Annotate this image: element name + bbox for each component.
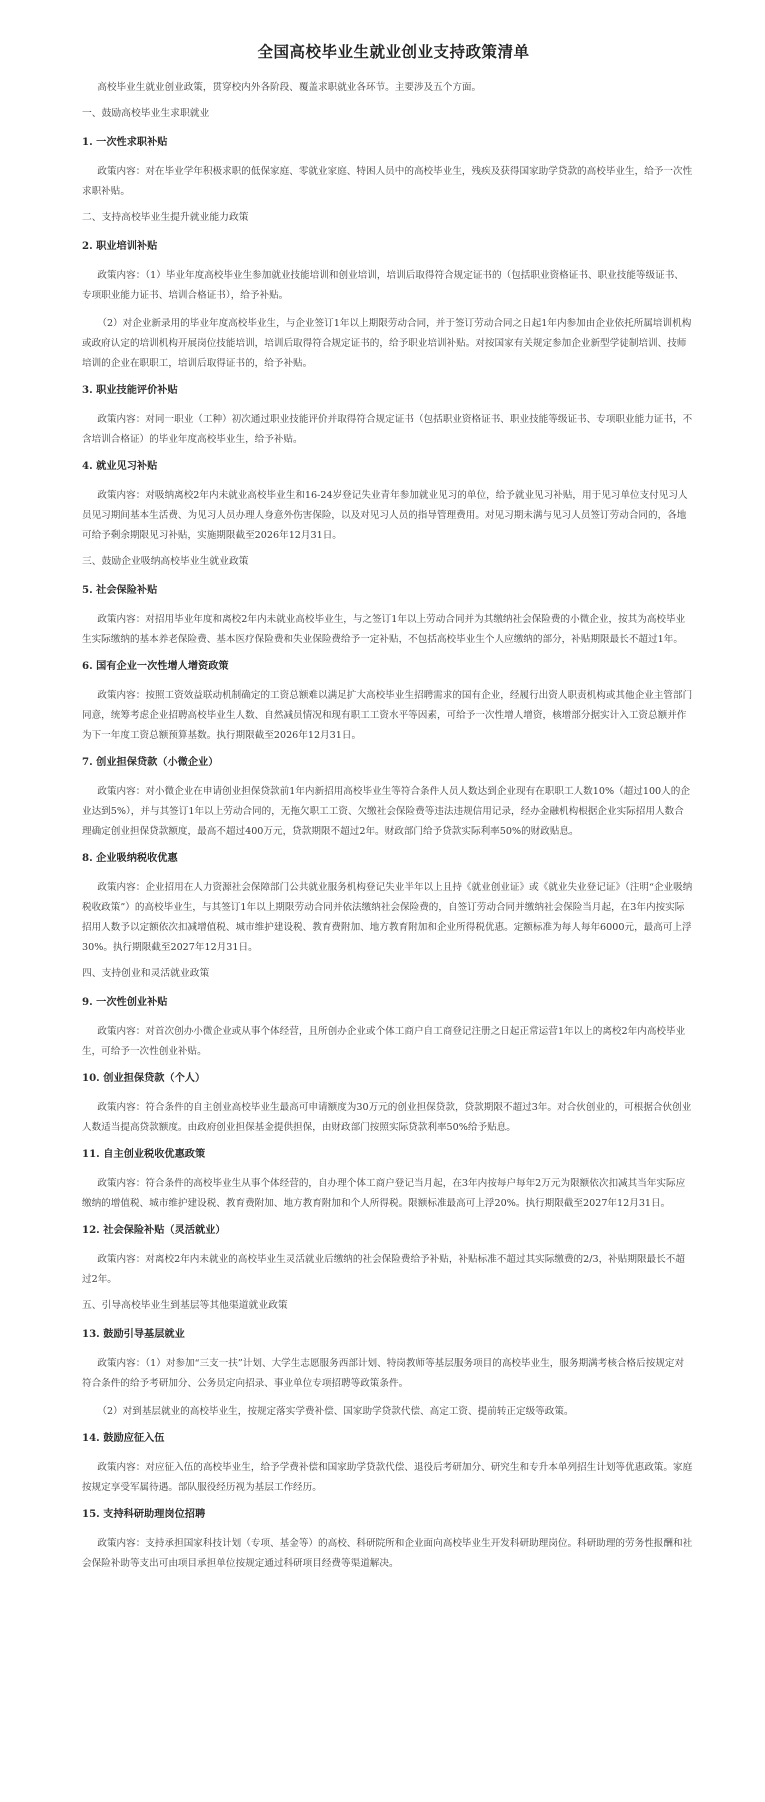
section-heading-5: 五、引导高校毕业生到基层等其他渠道就业政策 — [82, 1300, 288, 1311]
item-title-6: 6. 国有企业一次性增人增资政策 — [82, 660, 229, 672]
item-5-paragraph-1: 政策内容：对招用毕业年度和离校2年内未就业高校毕业生，与之签订1年以上劳动合同并为其缴纳社会保险费的小微企业，按其为高校毕业生实际缴纳的基本养老保险费、基本医疗保险费和失业保险费给予一定补贴，不包括高校毕业生个人应缴纳的部分，补贴期限最长不超过1年。 — [82, 614, 686, 645]
item-2-paragraph-1: 政策内容：（1）毕业年度高校毕业生参加就业技能培训和创业培训，培训后取得符合规定证书的（包括职业资格证书、职业技能等级证书、专项职业能力证书、培训合格证书），给予补贴。 — [82, 270, 684, 301]
item-8-paragraph-1: 政策内容：企业招用在人力资源社会保障部门公共就业服务机构登记失业半年以上且持《就业创业证》或《就业失业登记证》（注明“企业吸纳税收政策”）的高校毕业生，与其签订1年以上期限劳动合同并依法缴纳社会保险费的，自签订劳动合同并缴纳社会保险当月起，在3年内按实际招用人数予以定额依次扣减增值税、城市维护建设税、教育费附加、地方教育附加和企业所得税优惠。定额标准为每人每年6000元，最高可上浮30%。执行期限截至2027年12月31日。 — [82, 882, 693, 953]
item-15-paragraph-1: 政策内容：支持承担国家科技计划（专项、基金等）的高校、科研院所和企业面向高校毕业生开发科研助理岗位。科研助理的劳务性报酬和社会保险补助等支出可由项目承担单位按规定通过科研项目经费等渠道解决。 — [82, 1538, 693, 1569]
item-title-13: 13. 鼓励引导基层就业 — [82, 1328, 185, 1340]
item-7-paragraph-1: 政策内容：对小微企业在申请创业担保贷款前1年内新招用高校毕业生等符合条件人员人数达到企业现有在职职工人数10%（超过100人的企业达到5%），并与其签订1年以上劳动合同的，无拖欠职工工资、欠缴社会保险费等违法违规信用记录，经办金融机构根据企业实际招用人数合理确定创业担保贷款额度，最高不超过400万元，贷款期限不超过2年。财政部门给予贷款实际利率50%的财政贴息。 — [82, 786, 690, 837]
item-10-paragraph-1: 政策内容：符合条件的自主创业高校毕业生最高可申请额度为30万元的创业担保贷款，贷款期限不超过3年。对合伙创业的，可根据合伙创业人数适当提高贷款额度。由政府创业担保基金提供担保，由财政部门按照实际贷款利率50%给予贴息。 — [82, 1102, 692, 1133]
item-title-2: 2. 职业培训补贴 — [82, 240, 158, 252]
item-title-1: 1. 一次性求职补贴 — [82, 136, 168, 148]
item-2-paragraph-2: （2）对企业新录用的毕业年度高校毕业生，与企业签订1年以上期限劳动合同，并于签订劳动合同之日起1年内参加由企业依托所属培训机构或政府认定的培训机构开展岗位技能培训，培训后取得符合规定证书的，给予职业培训补贴。对按国家有关规定参加企业新型学徒制培训、技师培训的企业在职职工，培训后取得证书的，给予补贴。 — [82, 318, 692, 369]
item-9-paragraph-1: 政策内容：对首次创办小微企业或从事个体经营，且所创办企业或个体工商户自工商登记注册之日起正常运营1年以上的离校2年内高校毕业生，可给予一次性创业补贴。 — [82, 1026, 686, 1057]
item-title-9: 9. 一次性创业补贴 — [82, 996, 168, 1008]
item-title-7: 7. 创业担保贷款（小微企业） — [82, 756, 219, 768]
section-heading-2: 二、支持高校毕业生提升就业能力政策 — [82, 212, 249, 223]
item-title-12: 12. 社会保险补贴（灵活就业） — [82, 1224, 226, 1236]
item-13-paragraph-2: （2）对到基层就业的高校毕业生，按规定落实学费补偿、国家助学贷款代偿、高定工资、提前转正定级等政策。 — [97, 1406, 574, 1417]
item-6-paragraph-1: 政策内容：按照工资效益联动机制确定的工资总额难以满足扩大高校毕业生招聘需求的国有企业，经履行出资人职责机构或其他企业主管部门同意，统筹考虑企业招聘高校毕业生人数、自然减员情况和现有职工工资水平等因素，可给予一次性增人增资，核增部分据实计入工资总额并作为下一年度工资总额预算基数。执行期限截至2026年12月31日。 — [82, 690, 693, 741]
section-heading-4: 四、支持创业和灵活就业政策 — [82, 968, 210, 979]
item-14-paragraph-1: 政策内容：对应征入伍的高校毕业生，给予学费补偿和国家助学贷款代偿、退役后考研加分、研究生和专升本单列招生计划等优惠政策。家庭按规定享受军属待遇。部队服役经历视为基层工作经历。 — [82, 1462, 693, 1493]
item-title-15: 15. 支持科研助理岗位招聘 — [82, 1508, 206, 1520]
item-13-paragraph-1: 政策内容：（1）对参加“三支一扶”计划、大学生志愿服务西部计划、特岗教师等基层服务项目的高校毕业生，服务期满考核合格后按规定对符合条件的给予考研加分、公务员定向招录、事业单位专项招聘等政策条件。 — [82, 1358, 685, 1389]
item-4-paragraph-1: 政策内容：对吸纳离校2年内未就业高校毕业生和16-24岁登记失业青年参加就业见习的单位，给予就业见习补贴，用于见习单位支付见习人员见习期间基本生活费、为见习人员办理人身意外伤害保险，以及对见习人员的指导管理费用。对见习期未满与见习人员签订劳动合同的，各地可给予剩余期限见习补贴，实施期限截至2026年12月31日。 — [82, 490, 688, 541]
intro-paragraph: 高校毕业生就业创业政策，贯穿校内外各阶段、覆盖求职就业各环节。主要涉及五个方面。 — [97, 82, 482, 93]
section-heading-1: 一、鼓励高校毕业生求职就业 — [82, 108, 210, 119]
item-title-4: 4. 就业见习补贴 — [82, 460, 158, 472]
item-title-10: 10. 创业担保贷款（个人） — [82, 1072, 206, 1084]
document-title: 全国高校毕业生就业创业支持政策清单 — [257, 42, 530, 61]
section-heading-3: 三、鼓励企业吸纳高校毕业生就业政策 — [82, 556, 249, 567]
item-1-paragraph-1: 政策内容：对在毕业学年积极求职的低保家庭、零就业家庭、特困人员中的高校毕业生，残疾及获得国家助学贷款的高校毕业生，给予一次性求职补贴。 — [82, 166, 693, 197]
item-title-5: 5. 社会保险补贴 — [82, 584, 158, 596]
item-12-paragraph-1: 政策内容：对离校2年内未就业的高校毕业生灵活就业后缴纳的社会保险费给予补贴，补贴标准不超过其实际缴费的2/3，补贴期限最长不超过2年。 — [82, 1254, 685, 1285]
item-11-paragraph-1: 政策内容：符合条件的高校毕业生从事个体经营的，自办理个体工商户登记当月起，在3年内按每户每年2万元为限额依次扣减其当年实际应缴纳的增值税、城市维护建设税、教育费附加、地方教育附加和个人所得税。限额标准最高可上浮20%。执行期限截至2027年12月31日。 — [82, 1178, 686, 1209]
item-title-3: 3. 职业技能评价补贴 — [82, 384, 178, 396]
item-3-paragraph-1: 政策内容：对同一职业（工种）初次通过职业技能评价并取得符合规定证书（包括职业资格证书、职业技能等级证书、专项职业能力证书，不含培训合格证）的毕业年度高校毕业生，给予补贴。 — [82, 414, 693, 445]
item-title-8: 8. 企业吸纳税收优惠 — [82, 852, 178, 864]
item-title-14: 14. 鼓励应征入伍 — [82, 1432, 165, 1444]
item-title-11: 11. 自主创业税收优惠政策 — [82, 1148, 206, 1160]
